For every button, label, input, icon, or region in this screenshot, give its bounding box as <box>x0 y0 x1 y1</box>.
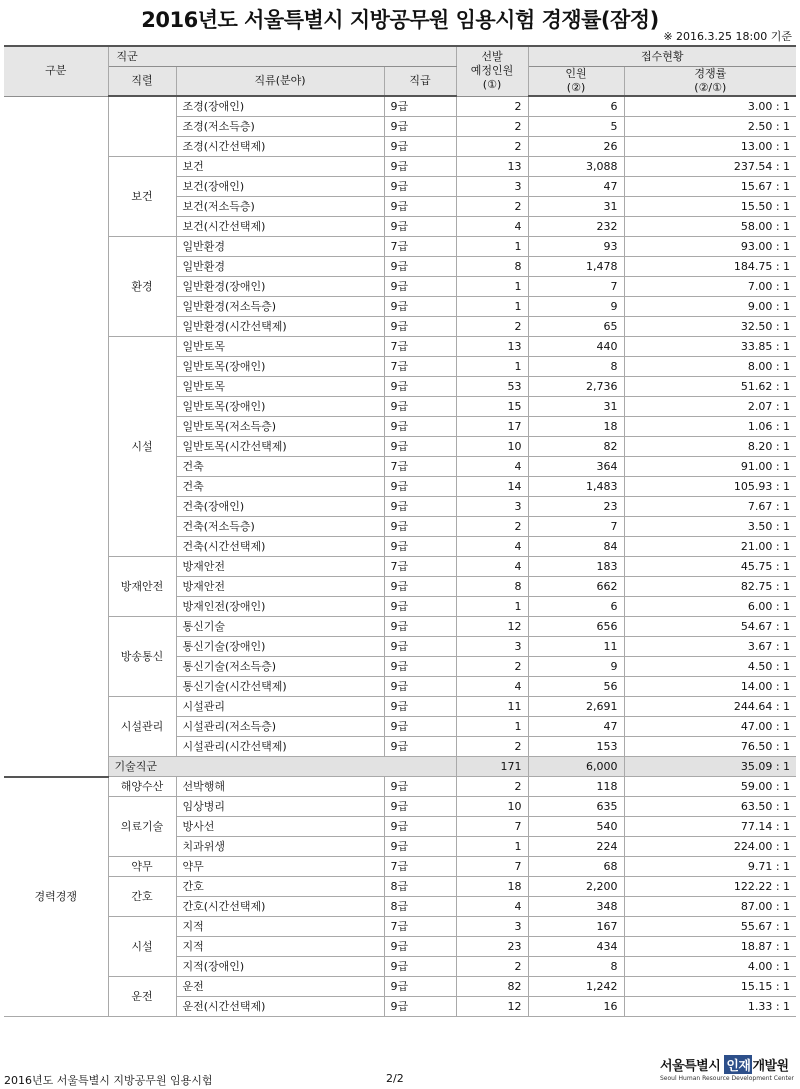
jikryu-cell: 시설관리(시간선택제) <box>176 737 384 757</box>
jikryeol-cell: 환경 <box>108 237 176 337</box>
quota-cell: 7 <box>456 817 528 837</box>
quota-cell: 1 <box>456 277 528 297</box>
ratio-cell: 1.06 : 1 <box>624 417 796 437</box>
quota-cell: 8 <box>456 257 528 277</box>
applicants-cell: 9 <box>528 657 624 677</box>
quota-cell: 2 <box>456 737 528 757</box>
table-row <box>4 697 796 717</box>
quota-cell: 4 <box>456 457 528 477</box>
ratio-cell: 77.14 : 1 <box>624 817 796 837</box>
jikryeol-cell: 간호 <box>108 877 176 917</box>
grade-cell: 9급 <box>384 437 456 457</box>
applicants-cell: 2,200 <box>528 877 624 897</box>
ratio-cell: 51.62 : 1 <box>624 377 796 397</box>
applicants-cell: 224 <box>528 837 624 857</box>
ratio-cell: 105.93 : 1 <box>624 477 796 497</box>
header-applicants-line1: 인원 <box>565 67 587 80</box>
applicants-cell: 47 <box>528 717 624 737</box>
grade-cell: 9급 <box>384 317 456 337</box>
ratio-cell: 54.67 : 1 <box>624 617 796 637</box>
ratio-cell: 59.00 : 1 <box>624 777 796 797</box>
applicants-cell: 2,691 <box>528 697 624 717</box>
grade-cell: 9급 <box>384 257 456 277</box>
grade-cell: 9급 <box>384 517 456 537</box>
ratio-cell: 224.00 : 1 <box>624 837 796 857</box>
quota-cell: 15 <box>456 397 528 417</box>
category-cell-career: 경력경쟁 <box>4 777 108 1017</box>
grade-cell: 7급 <box>384 237 456 257</box>
quota-cell: 2 <box>456 197 528 217</box>
logo-subtitle: Seoul Human Resource Development Center <box>659 1075 794 1082</box>
jikryu-cell: 운전(시간선택제) <box>176 997 384 1017</box>
ratio-cell: 91.00 : 1 <box>624 457 796 477</box>
ratio-cell: 15.67 : 1 <box>624 177 796 197</box>
applicants-cell: 434 <box>528 937 624 957</box>
applicants-cell: 47 <box>528 177 624 197</box>
table-row <box>4 857 796 877</box>
jikryu-cell: 일반토목(장애인) <box>176 357 384 377</box>
ratio-cell: 237.54 : 1 <box>624 157 796 177</box>
ratio-cell: 3.67 : 1 <box>624 637 796 657</box>
header-jeopsu: 접수현황 <box>528 46 796 67</box>
jikryu-cell: 시설관리(저소득층) <box>176 717 384 737</box>
ratio-cell: 184.75 : 1 <box>624 257 796 277</box>
jikryu-cell: 약무 <box>176 857 384 877</box>
ratio-cell: 244.64 : 1 <box>624 697 796 717</box>
jikryeol-cell: 시설 <box>108 337 176 557</box>
applicants-cell: 118 <box>528 777 624 797</box>
table-row <box>4 157 796 177</box>
ratio-cell: 15.50 : 1 <box>624 197 796 217</box>
quota-cell: 2 <box>456 117 528 137</box>
quota-cell: 3 <box>456 637 528 657</box>
quota-cell: 1 <box>456 297 528 317</box>
grade-cell: 9급 <box>384 817 456 837</box>
applicants-cell: 82 <box>528 437 624 457</box>
grade-cell: 9급 <box>384 957 456 977</box>
footer-page-number: 2/2 <box>386 1072 404 1085</box>
ratio-cell: 122.22 : 1 <box>624 877 796 897</box>
quota-cell: 12 <box>456 617 528 637</box>
applicants-cell: 2,736 <box>528 377 624 397</box>
grade-cell: 9급 <box>384 717 456 737</box>
grade-cell: 8급 <box>384 897 456 917</box>
logo-text-highlight: 인재 <box>724 1055 752 1074</box>
jikryu-cell: 조경(저소득층) <box>176 117 384 137</box>
ratio-cell: 33.85 : 1 <box>624 337 796 357</box>
ratio-cell: 8.20 : 1 <box>624 437 796 457</box>
ratio-cell: 3.50 : 1 <box>624 517 796 537</box>
quota-cell: 3 <box>456 177 528 197</box>
applicants-cell: 348 <box>528 897 624 917</box>
applicants-cell: 23 <box>528 497 624 517</box>
ratio-cell: 8.00 : 1 <box>624 357 796 377</box>
header-ratio <box>624 67 796 97</box>
header-quota <box>456 46 528 96</box>
table-header <box>4 46 796 96</box>
quota-cell: 2 <box>456 517 528 537</box>
grade-cell: 7급 <box>384 857 456 877</box>
applicants-cell: 8 <box>528 357 624 377</box>
quota-cell: 4 <box>456 557 528 577</box>
grade-cell: 9급 <box>384 117 456 137</box>
quota-cell: 2 <box>456 96 528 117</box>
header-ratio-line1: 경쟁률 <box>694 67 727 80</box>
jikryeol-cell: 보건 <box>108 157 176 237</box>
jikryeol-cell: 의료기술 <box>108 797 176 857</box>
jikryeol-cell: 시설 <box>108 917 176 977</box>
grade-cell: 9급 <box>384 497 456 517</box>
ratio-cell: 4.00 : 1 <box>624 957 796 977</box>
footer-doc-title: 2016년도 서울특별시 지방공무원 임용시험 <box>4 1074 213 1087</box>
applicants-cell: 232 <box>528 217 624 237</box>
ratio-cell: 9.00 : 1 <box>624 297 796 317</box>
quota-cell: 17 <box>456 417 528 437</box>
header-quota-line2: 예정인원 <box>470 64 514 78</box>
grade-cell: 9급 <box>384 197 456 217</box>
logo-wordmark <box>660 1055 794 1074</box>
jikryu-cell: 운전 <box>176 977 384 997</box>
applicants-cell: 656 <box>528 617 624 637</box>
ratio-cell: 58.00 : 1 <box>624 217 796 237</box>
ratio-cell: 4.50 : 1 <box>624 657 796 677</box>
ratio-cell: 93.00 : 1 <box>624 237 796 257</box>
ratio-cell: 55.67 : 1 <box>624 917 796 937</box>
applicants-cell: 16 <box>528 997 624 1017</box>
grade-cell: 9급 <box>384 697 456 717</box>
ratio-cell: 3.00 : 1 <box>624 96 796 117</box>
table-row <box>4 337 796 357</box>
ratio-cell: 45.75 : 1 <box>624 557 796 577</box>
applicants-cell: 7 <box>528 277 624 297</box>
applicants-cell: 56 <box>528 677 624 697</box>
header-applicants-line2: (②) <box>566 81 586 94</box>
grade-cell: 9급 <box>384 617 456 637</box>
jikryu-cell: 보건(저소득층) <box>176 197 384 217</box>
competition-rate-table <box>4 45 796 1017</box>
grade-cell: 9급 <box>384 96 456 117</box>
jikryu-cell: 일반토목(장애인) <box>176 397 384 417</box>
subtotal-ratio: 35.09 : 1 <box>624 757 796 777</box>
grade-cell: 9급 <box>384 737 456 757</box>
grade-cell: 9급 <box>384 417 456 437</box>
grade-cell: 7급 <box>384 557 456 577</box>
applicants-cell: 662 <box>528 577 624 597</box>
jikryu-cell: 보건 <box>176 157 384 177</box>
category-cell-continued <box>4 96 108 777</box>
jikryu-cell: 일반토목(저소득층) <box>176 417 384 437</box>
quota-cell: 2 <box>456 137 528 157</box>
jikryu-cell: 조경(장애인) <box>176 96 384 117</box>
jikryu-cell: 치과위생 <box>176 837 384 857</box>
grade-cell: 9급 <box>384 677 456 697</box>
ratio-cell: 2.50 : 1 <box>624 117 796 137</box>
applicants-cell: 93 <box>528 237 624 257</box>
quota-cell: 13 <box>456 337 528 357</box>
grade-cell: 9급 <box>384 637 456 657</box>
jikryu-cell: 방재안전 <box>176 557 384 577</box>
quota-cell: 11 <box>456 697 528 717</box>
seoul-hrd-logo <box>660 1055 794 1082</box>
applicants-cell: 31 <box>528 397 624 417</box>
quota-cell: 14 <box>456 477 528 497</box>
header-ratio-line2: (②/①) <box>694 81 727 94</box>
subtotal-quota: 171 <box>456 757 528 777</box>
grade-cell: 9급 <box>384 837 456 857</box>
applicants-cell: 3,088 <box>528 157 624 177</box>
table-body <box>4 96 796 1017</box>
jikryeol-cell: 해양수산 <box>108 777 176 797</box>
grade-cell: 8급 <box>384 877 456 897</box>
quota-cell: 53 <box>456 377 528 397</box>
grade-cell: 9급 <box>384 217 456 237</box>
quota-cell: 10 <box>456 437 528 457</box>
quota-cell: 1 <box>456 837 528 857</box>
jikryu-cell: 간호(시간선택제) <box>176 897 384 917</box>
quota-cell: 8 <box>456 577 528 597</box>
jikryu-cell: 지적 <box>176 937 384 957</box>
ratio-cell: 2.07 : 1 <box>624 397 796 417</box>
grade-cell: 9급 <box>384 157 456 177</box>
jikryu-cell: 선박행해 <box>176 777 384 797</box>
grade-cell: 7급 <box>384 457 456 477</box>
jikryu-cell: 방재안전 <box>176 577 384 597</box>
header-gubun: 구분 <box>4 46 108 96</box>
applicants-cell: 84 <box>528 537 624 557</box>
quota-cell: 12 <box>456 997 528 1017</box>
jikryu-cell: 조경(시간선택제) <box>176 137 384 157</box>
applicants-cell: 1,483 <box>528 477 624 497</box>
applicants-cell: 68 <box>528 857 624 877</box>
logo-text-pre: 서울특별시 <box>659 1059 725 1074</box>
jikryu-cell: 건축 <box>176 457 384 477</box>
subtotal-applicants: 6,000 <box>528 757 624 777</box>
applicants-cell: 6 <box>528 597 624 617</box>
header-jikryeol: 직렬 <box>108 67 176 97</box>
jikryu-cell: 일반토목(시간선택제) <box>176 437 384 457</box>
jikryu-cell: 지적 <box>176 917 384 937</box>
ratio-cell: 1.33 : 1 <box>624 997 796 1017</box>
jikryu-cell: 건축(장애인) <box>176 497 384 517</box>
table-row <box>4 777 796 797</box>
quota-cell: 1 <box>456 597 528 617</box>
header-jikgun: 직군 <box>108 46 456 67</box>
ratio-cell: 32.50 : 1 <box>624 317 796 337</box>
grade-cell: 9급 <box>384 997 456 1017</box>
jikryu-cell: 일반토목 <box>176 377 384 397</box>
applicants-cell: 364 <box>528 457 624 477</box>
jikryu-cell: 건축(시간선택제) <box>176 537 384 557</box>
grade-cell: 9급 <box>384 777 456 797</box>
quota-cell: 4 <box>456 897 528 917</box>
quota-cell: 18 <box>456 877 528 897</box>
jikryu-cell: 보건(시간선택제) <box>176 217 384 237</box>
header-applicants <box>528 67 624 97</box>
jikryeol-cell: 시설관리 <box>108 697 176 757</box>
ratio-cell: 82.75 : 1 <box>624 577 796 597</box>
jikryeol-cell: 약무 <box>108 857 176 877</box>
grade-cell: 9급 <box>384 177 456 197</box>
jikryu-cell: 지적(장애인) <box>176 957 384 977</box>
quota-cell: 1 <box>456 237 528 257</box>
applicants-cell: 11 <box>528 637 624 657</box>
applicants-cell: 26 <box>528 137 624 157</box>
jikryu-cell: 일반환경 <box>176 257 384 277</box>
jikryu-cell: 일반환경 <box>176 237 384 257</box>
grade-cell: 9급 <box>384 277 456 297</box>
grade-cell: 9급 <box>384 377 456 397</box>
jikryu-cell: 건축(저소득층) <box>176 517 384 537</box>
jikryeol-cell <box>108 96 176 157</box>
jikryu-cell: 임상병리 <box>176 797 384 817</box>
grade-cell: 9급 <box>384 397 456 417</box>
quota-cell: 4 <box>456 217 528 237</box>
table-row <box>4 617 796 637</box>
ratio-cell: 63.50 : 1 <box>624 797 796 817</box>
quota-cell: 82 <box>456 977 528 997</box>
grade-cell: 9급 <box>384 937 456 957</box>
jikryu-cell: 통신기술(시간선택제) <box>176 677 384 697</box>
quota-cell: 13 <box>456 157 528 177</box>
quota-cell: 4 <box>456 537 528 557</box>
header-quota-line3: (①) <box>482 78 502 92</box>
jikryu-cell: 방사선 <box>176 817 384 837</box>
applicants-cell: 6 <box>528 96 624 117</box>
applicants-cell: 8 <box>528 957 624 977</box>
header-quota-line1: 선발 <box>481 50 503 64</box>
quota-cell: 1 <box>456 717 528 737</box>
jikryeol-cell: 운전 <box>108 977 176 1017</box>
jikryu-cell: 보건(장애인) <box>176 177 384 197</box>
quota-cell: 4 <box>456 677 528 697</box>
grade-cell: 9급 <box>384 657 456 677</box>
quota-cell: 3 <box>456 497 528 517</box>
quota-cell: 3 <box>456 917 528 937</box>
ratio-cell: 9.71 : 1 <box>624 857 796 877</box>
grade-cell: 9급 <box>384 797 456 817</box>
ratio-cell: 76.50 : 1 <box>624 737 796 757</box>
ratio-cell: 87.00 : 1 <box>624 897 796 917</box>
header-jikgeup: 직급 <box>384 67 456 97</box>
quota-cell: 2 <box>456 317 528 337</box>
jikryu-cell: 일반토목 <box>176 337 384 357</box>
grade-cell: 9급 <box>384 297 456 317</box>
quota-cell: 2 <box>456 957 528 977</box>
quota-cell: 2 <box>456 657 528 677</box>
grade-cell: 9급 <box>384 477 456 497</box>
ratio-cell: 47.00 : 1 <box>624 717 796 737</box>
quota-cell: 10 <box>456 797 528 817</box>
ratio-cell: 7.00 : 1 <box>624 277 796 297</box>
quota-cell: 7 <box>456 857 528 877</box>
grade-cell: 7급 <box>384 917 456 937</box>
applicants-cell: 183 <box>528 557 624 577</box>
jikryu-cell: 일반환경(장애인) <box>176 277 384 297</box>
logo-text-post: 개발원 <box>752 1059 789 1074</box>
applicants-cell: 9 <box>528 297 624 317</box>
applicants-cell: 540 <box>528 817 624 837</box>
grade-cell: 9급 <box>384 977 456 997</box>
jikryeol-cell: 방송통신 <box>108 617 176 697</box>
ratio-cell: 7.67 : 1 <box>624 497 796 517</box>
jikryu-cell: 일반환경(저소득층) <box>176 297 384 317</box>
grade-cell: 7급 <box>384 357 456 377</box>
applicants-cell: 31 <box>528 197 624 217</box>
jikryu-cell: 통신기술(저소득층) <box>176 657 384 677</box>
jikryu-cell: 건축 <box>176 477 384 497</box>
applicants-cell: 1,242 <box>528 977 624 997</box>
applicants-cell: 18 <box>528 417 624 437</box>
jikryu-cell: 간호 <box>176 877 384 897</box>
table-row <box>4 96 796 117</box>
applicants-cell: 153 <box>528 737 624 757</box>
subtotal-name: 기술직군 <box>108 757 456 777</box>
page-title: 2016년도 서울특별시 지방공무원 임용시험 경쟁률(잠정) <box>141 8 659 32</box>
applicants-cell: 1,478 <box>528 257 624 277</box>
applicants-cell: 440 <box>528 337 624 357</box>
subtotal-row <box>4 757 796 777</box>
ratio-cell: 18.87 : 1 <box>624 937 796 957</box>
applicants-cell: 635 <box>528 797 624 817</box>
applicants-cell: 7 <box>528 517 624 537</box>
table-row <box>4 977 796 997</box>
quota-cell: 23 <box>456 937 528 957</box>
table-row <box>4 237 796 257</box>
applicants-cell: 65 <box>528 317 624 337</box>
applicants-cell: 5 <box>528 117 624 137</box>
jikryu-cell: 시설관리 <box>176 697 384 717</box>
quota-cell: 2 <box>456 777 528 797</box>
ratio-cell: 21.00 : 1 <box>624 537 796 557</box>
basis-date-note: ※ 2016.3.25 18:00 기준 <box>663 30 792 43</box>
jikryu-cell: 통신기술(장애인) <box>176 637 384 657</box>
jikryeol-cell: 방재안전 <box>108 557 176 617</box>
grade-cell: 9급 <box>384 597 456 617</box>
table-row <box>4 917 796 937</box>
table-row <box>4 557 796 577</box>
grade-cell: 9급 <box>384 137 456 157</box>
grade-cell: 9급 <box>384 577 456 597</box>
ratio-cell: 14.00 : 1 <box>624 677 796 697</box>
quota-cell: 1 <box>456 357 528 377</box>
table-row <box>4 877 796 897</box>
applicants-cell: 167 <box>528 917 624 937</box>
header-jikryu: 직류(분야) <box>176 67 384 97</box>
ratio-cell: 6.00 : 1 <box>624 597 796 617</box>
grade-cell: 7급 <box>384 337 456 357</box>
jikryu-cell: 일반환경(시간선택제) <box>176 317 384 337</box>
ratio-cell: 13.00 : 1 <box>624 137 796 157</box>
table-row <box>4 797 796 817</box>
grade-cell: 9급 <box>384 537 456 557</box>
ratio-cell: 15.15 : 1 <box>624 977 796 997</box>
jikryu-cell: 통신기술 <box>176 617 384 637</box>
jikryu-cell: 방재인전(장애인) <box>176 597 384 617</box>
